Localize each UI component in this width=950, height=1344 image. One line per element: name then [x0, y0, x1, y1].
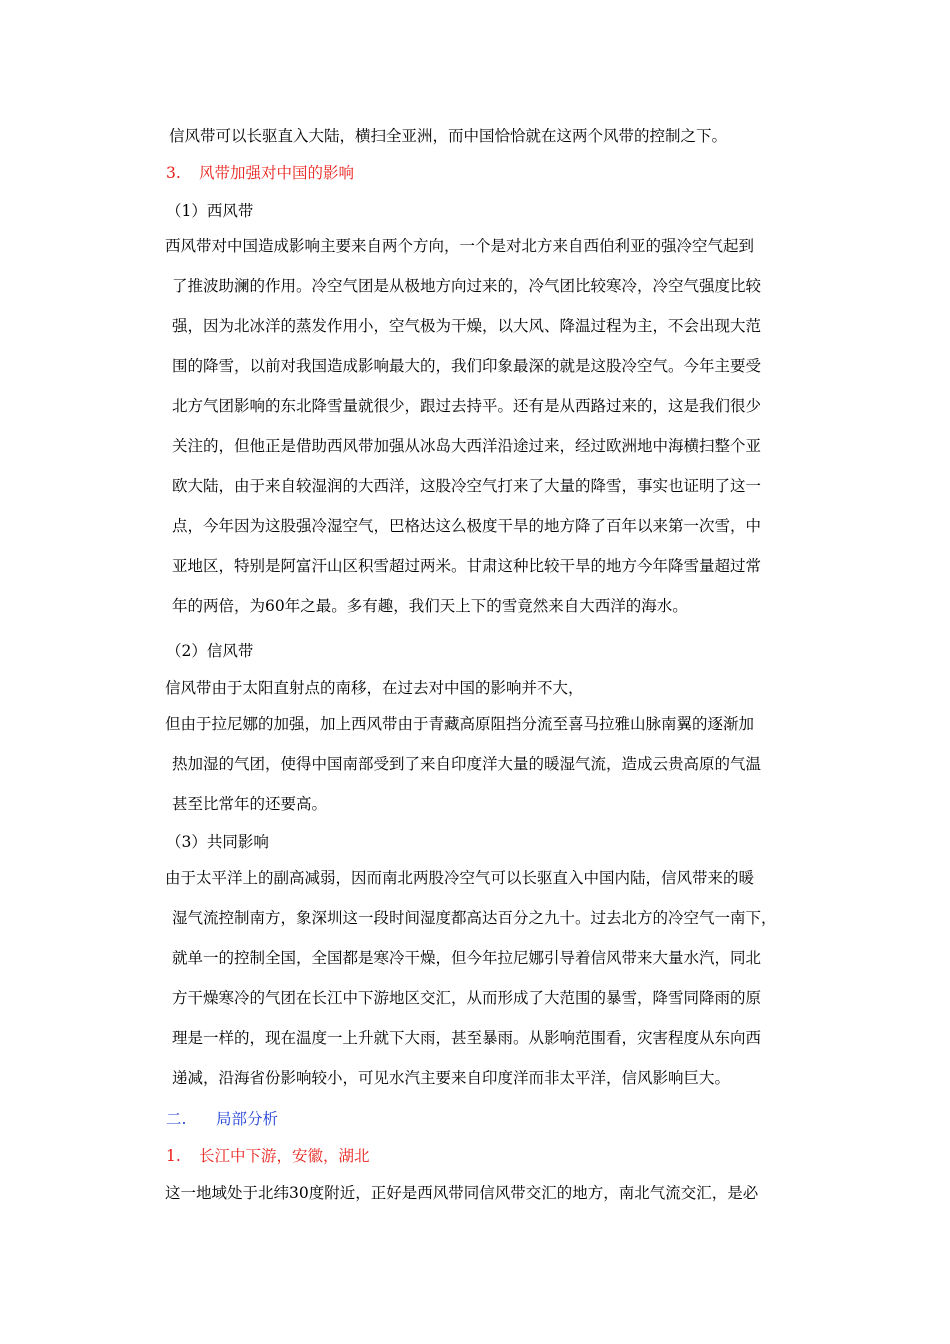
subheading-combined-influence: （3）共同影响	[166, 833, 269, 851]
paragraph-line: 信风带可以长驱直入大陆，横扫全亚洲，而中国恰恰就在这两个风带的控制之下。	[169, 127, 728, 145]
paragraph-line: 信风带由于太阳直射点的南移，在过去对中国的影响并不大，	[165, 679, 584, 697]
heading-text: 局部分析	[216, 1110, 279, 1128]
heading-number: 二.	[166, 1110, 187, 1128]
paragraph-line: 但由于拉尼娜的加强，加上西风带由于青藏高原阻挡分流至喜马拉雅山脉南翼的逐渐加	[165, 715, 755, 733]
subheading-trade-winds: （2）信风带	[166, 642, 254, 660]
paragraph-line: 湿气流控制南方，象深圳这一段时间湿度都高达百分之九十。过去北方的冷空气一南下，	[172, 909, 777, 927]
paragraph-line: 点，今年因为这股强冷湿空气，巴格达这么极度干旱的地方降了百年以来第一次雪，中	[172, 517, 762, 535]
paragraph-line: 年的两倍，为60年之最。多有趣，我们天上下的雪竟然来自大西洋的海水。	[172, 597, 688, 615]
paragraph-line: 强，因为北冰洋的蒸发作用小，空气极为干燥，以大风、降温过程为主，不会出现大范	[172, 317, 762, 335]
paragraph-line: 西风带对中国造成影响主要来自两个方向，一个是对北方来自西伯利亚的强冷空气起到	[165, 237, 755, 255]
section-heading-3	[166, 163, 354, 183]
paragraph-line: 由于太平洋上的副高减弱，因而南北两股冷空气可以长驱直入中国内陆，信风带来的暖	[165, 869, 755, 887]
paragraph-line: 北方气团影响的东北降雪量就很少，跟过去持平。还有是从西路过来的，这是我们很少	[172, 397, 762, 415]
section-heading-2	[166, 1109, 278, 1129]
paragraph-line: 方干燥寒冷的气团在长江中下游地区交汇，从而形成了大范围的暴雪，降雪同降雨的原	[172, 989, 762, 1007]
paragraph-line: 亚地区，特别是阿富汗山区积雪超过两米。甘肃这种比较干旱的地方今年降雪量超过常	[172, 557, 762, 575]
section-heading-1	[166, 1146, 370, 1166]
paragraph-line: 热加湿的气团，使得中国南部受到了来自印度洋大量的暖湿气流，造成云贵高原的气温	[172, 755, 762, 773]
paragraph-line: 甚至比常年的还要高。	[172, 795, 328, 813]
paragraph-line: 围的降雪，以前对我国造成影响最大的，我们印象最深的就是这股冷空气。今年主要受	[172, 357, 762, 375]
paragraph-line: 理是一样的，现在温度一上升就下大雨，甚至暴雨。从影响范围看，灾害程度从东向西	[172, 1029, 762, 1047]
paragraph-line: 欧大陆，由于来自较湿润的大西洋，这股冷空气打来了大量的降雪，事实也证明了这一	[172, 477, 762, 495]
paragraph-line: 这一地域处于北纬30度附近，正好是西风带同信风带交汇的地方，南北气流交汇，是必	[165, 1184, 759, 1202]
heading-number: 1.	[166, 1147, 181, 1165]
paragraph-line: 关注的，但他正是借助西风带加强从冰岛大西洋沿途过来，经过欧洲地中海横扫整个亚	[172, 437, 762, 455]
paragraph-line: 就单一的控制全国，全国都是寒冷干燥，但今年拉尼娜引导着信风带来大量水汽，同北	[172, 949, 762, 967]
heading-text: 长江中下游，安徽，湖北	[199, 1147, 370, 1165]
paragraph-line: 递减，沿海省份影响较小，可见水汽主要来自印度洋而非太平洋，信风影响巨大。	[172, 1069, 731, 1087]
heading-text: 风带加强对中国的影响	[199, 164, 355, 182]
subheading-westerlies: （1）西风带	[166, 202, 254, 220]
heading-number: 3.	[166, 164, 181, 182]
paragraph-line: 了推波助澜的作用。冷空气团是从极地方向过来的，冷气团比较寒冷，冷空气强度比较	[172, 277, 762, 295]
